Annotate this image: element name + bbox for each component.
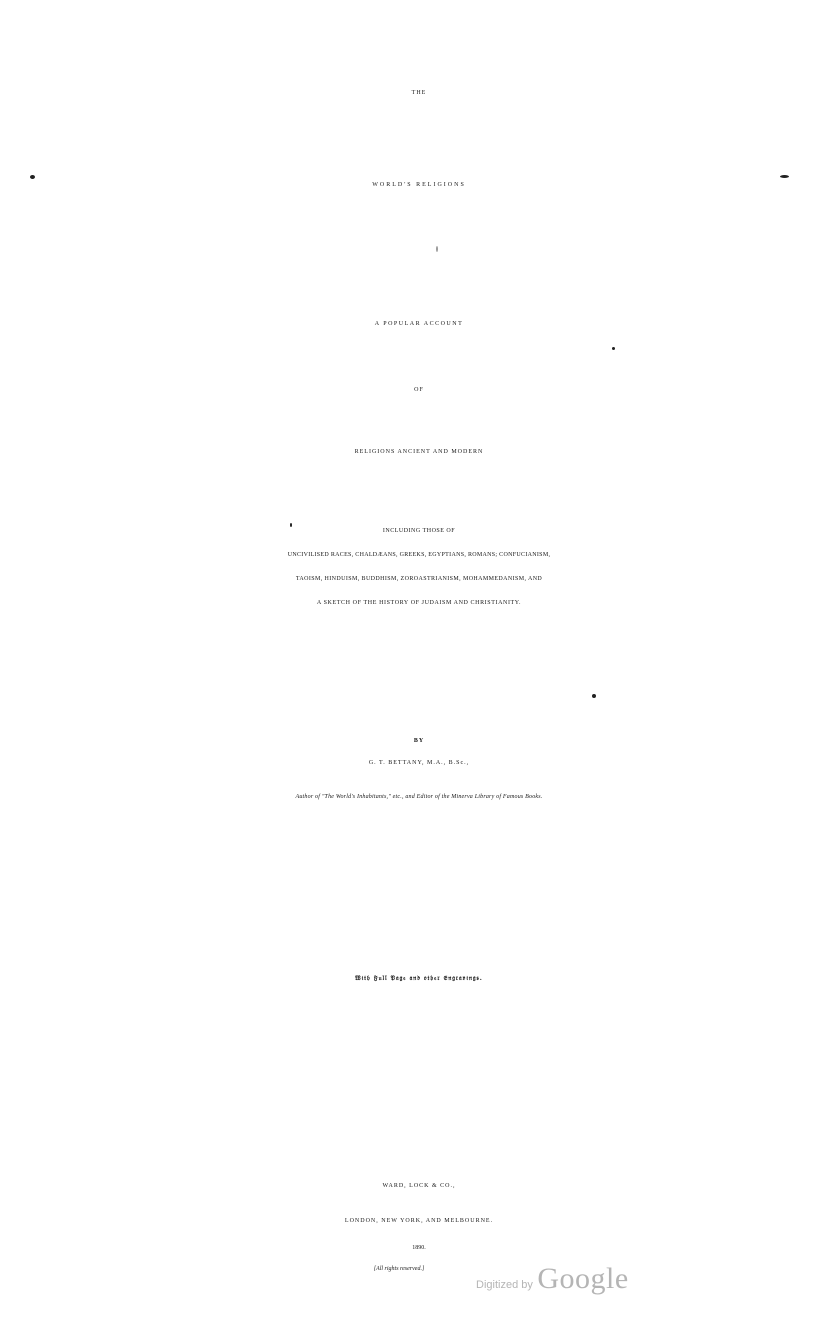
subtitle-of: OF [414, 387, 424, 393]
scan-speck [780, 175, 789, 178]
rights-text: [All rights reserved.] [373, 1266, 425, 1272]
google-watermark [476, 1262, 629, 1296]
including-line: INCLUDING THOSE OF [382, 528, 456, 534]
book-subtitle: A POPULAR ACCOUNT [374, 321, 464, 327]
by-label: BY [413, 738, 425, 744]
publication-year: 1890. [412, 1245, 426, 1251]
google-logo: Google [537, 1262, 629, 1295]
author-credentials: Author of "The World's Inhabitants," etc., and Editor of the Minerva Library of Famous Books. [295, 794, 543, 800]
scan-speck [612, 347, 615, 350]
scan-speck [436, 246, 438, 252]
scan-speck [592, 694, 596, 698]
description-line: UNCIVILISED RACES, CHALDÆANS, GREEKS, EGYPTIANS, ROMANS; CONFUCIANISM, [287, 552, 551, 558]
book-subject: RELIGIONS ANCIENT AND MODERN [354, 449, 484, 455]
author-name: G. T. BETTANY, M.A., B.Sc., [368, 760, 470, 766]
book-title: WORLD'S RELIGIONS [372, 182, 466, 188]
scan-speck [290, 523, 292, 527]
publisher-cities: LONDON, NEW YORK, AND MELBOURNE. [344, 1218, 494, 1224]
description-line: TAOISM, HINDUISM, BUDDHISM, ZOROASTRIANISM, MOHAMMEDANISM, AND [295, 576, 543, 582]
publisher-name: WARD, LOCK & CO., [382, 1183, 456, 1189]
description-line: A SKETCH OF THE HISTORY OF JUDAISM AND CHRISTIANITY. [316, 600, 522, 606]
engravings-note: 𝔚𝔦𝔱𝔥 𝔉𝔲𝔩𝔩 𝔓𝔞𝔤𝔢 𝔞𝔫𝔡 𝔬𝔱𝔥𝔢𝔯 𝔈𝔫𝔤𝔯𝔞𝔳𝔦𝔫𝔤𝔰. [355, 975, 483, 982]
scan-speck [30, 175, 35, 179]
rights-line [0, 1266, 838, 1272]
title-the: THE [411, 90, 427, 96]
watermark-prefix: Digitized by [476, 1279, 533, 1291]
